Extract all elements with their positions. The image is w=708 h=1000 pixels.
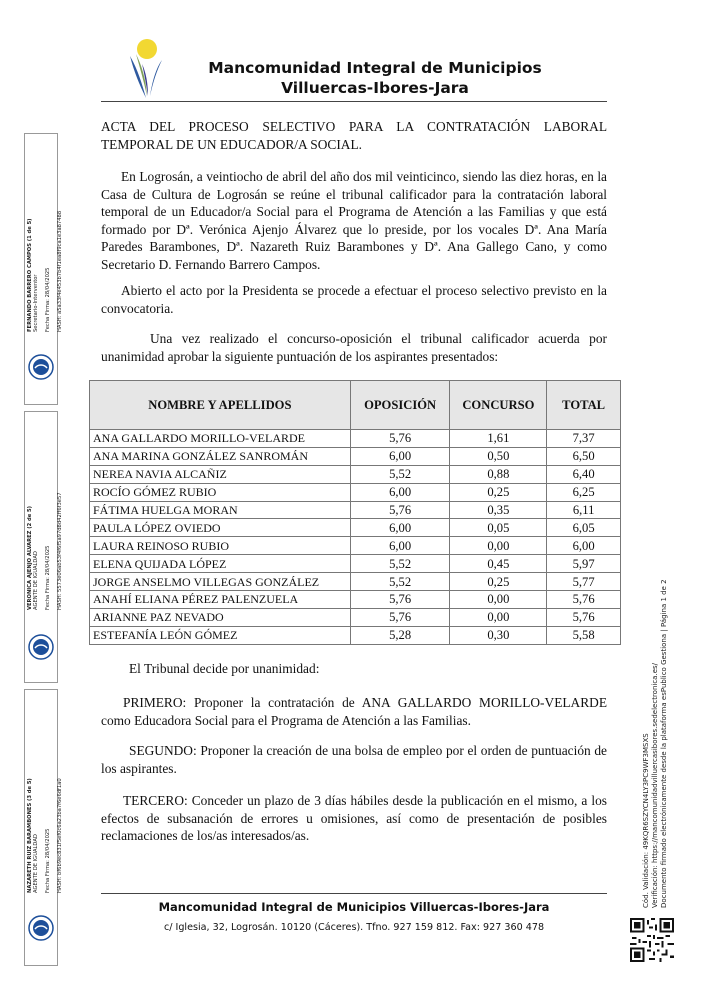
score-oposicion: 5,28 [350,626,450,644]
verification-url: Verificación: https://mancomunidadvilluercasibores.sedelectronica.es/ [651,662,659,908]
footer-divider [101,893,607,894]
score-total: 5,77 [547,573,621,591]
table-row [90,519,621,537]
candidate-name: NEREA NAVIA ALCAÑIZ [90,465,351,483]
header-oposicion: OPOSICIÓN [350,381,450,430]
signature-box-1 [24,133,63,405]
score-oposicion: 5,76 [350,501,450,519]
score-total: 6,40 [547,465,621,483]
decision-primero: PRIMERO: Proponer la contratación de ANA GALLARDO MORILLO-VELARDE como Educadora Social para el Programa de Atención a las Familias. [101,695,607,728]
score-oposicion: 5,76 [350,430,450,448]
score-oposicion: 5,52 [350,465,450,483]
score-total: 7,37 [547,430,621,448]
signature-text-2 [27,410,63,610]
candidate-name: ELENA QUIJADA LÓPEZ [90,555,351,573]
signature-seal-icon [28,915,54,941]
table-row [90,555,621,573]
candidate-name: ESTEFANÍA LEÓN GÓMEZ [90,626,351,644]
candidate-name: ANA MARINA GONZÁLEZ SANROMÁN [90,447,351,465]
score-oposicion: 5,52 [350,555,450,573]
signature-role: AGENTE DE IGUALDAD [33,551,39,610]
decision-segundo: SEGUNDO: Proponer la creación de una bolsa de empleo por el orden de puntuación de los aspirantes. [101,743,607,776]
candidate-name: ANAHÍ ELIANA PÉREZ PALENZUELA [90,591,351,609]
header-concurso: CONCURSO [450,381,547,430]
signature-text-3 [27,693,63,893]
signature-box-3 [24,689,63,966]
score-concurso: 0,00 [450,608,547,626]
score-oposicion: 6,00 [350,447,450,465]
score-concurso: 0,35 [450,501,547,519]
candidate-name: ROCÍO GÓMEZ RUBIO [90,483,351,501]
paragraph-scores-intro: Una vez realizado el concurso-oposición el tribunal calificador acuerda por unanimidad aprobar la siguiente puntuación de los aspirantes presentados: [101,331,607,364]
score-total: 5,97 [547,555,621,573]
signature-name: FERNANDO BARRERO CAMPOS (1 de 5) [27,218,33,332]
organization-title-line2: Villuercas-Ibores-Jara [281,79,469,97]
footer-address: c/ Iglesia, 32, Logrosán. 10120 (Cáceres). Tfno. 927 159 812. Fax: 927 360 478 [163,922,545,933]
score-concurso: 0,00 [450,537,547,555]
table-row [90,447,621,465]
score-concurso: 0,25 [450,483,547,501]
decision-tercero: TERCERO: Conceder un plazo de 3 días hábiles desde la publicación en el mismo, a los efectos de subsanación de errores u omisiones, así como de presentación de posibles reclamaciones de los/as interesados/as. [101,793,607,844]
table-row [90,483,621,501]
header-name: NOMBRE Y APELLIDOS [90,381,351,430]
candidate-name: LAURA REINOSO RUBIO [90,537,351,555]
score-concurso: 0,50 [450,447,547,465]
signature-role: AGENTE DE IGUALDAD [33,834,39,893]
signature-hash: HASH: bf6b9ec831f5ef0c6a23ba7f6e6df1a0 [57,778,63,893]
candidate-name: ARIANNE PAZ NEVADO [90,608,351,626]
score-concurso: 0,88 [450,465,547,483]
score-oposicion: 5,52 [350,573,450,591]
verification-note: Documento firmado electrónicamente desde la plataforma esPublico Gestiona | Página 1 de 2 [660,579,668,908]
header-total: TOTAL [547,381,621,430]
score-concurso: 0,30 [450,626,547,644]
score-oposicion: 6,00 [350,519,450,537]
signature-date: Fecha Firma: 28/04/2025 [45,267,51,332]
mancomunidad-logo [124,38,164,100]
score-oposicion: 6,00 [350,537,450,555]
signature-hash: HASH: a5a33f4e453b7b4f1ea8f9ca1e3a87488 [57,210,63,332]
candidate-name: PAULA LÓPEZ OVIEDO [90,519,351,537]
signature-date: Fecha Firma: 28/04/2025 [45,545,51,610]
signature-name: VERONICA AJENJO ALVAREZ (2 de 5) [27,505,33,610]
table-row [90,430,621,448]
signature-text-1 [27,132,63,332]
score-oposicion: 5,76 [350,608,450,626]
organization-title [175,58,575,98]
score-total: 6,11 [547,501,621,519]
score-concurso: 0,00 [450,591,547,609]
scores-table [89,380,621,645]
score-total: 5,76 [547,591,621,609]
score-concurso: 0,25 [450,573,547,591]
table-row [90,608,621,626]
organization-title-line1: Mancomunidad Integral de Municipios [208,59,542,77]
score-oposicion: 6,00 [350,483,450,501]
qr-code-icon [630,918,674,962]
paragraph-meeting: En Logrosán, a veintiocho de abril del año dos mil veinticinco, siendo las diez horas, en la Casa de Cultura de Logrosán se reúne el tribunal calificador para la contratación laboral temporal de un Educador/a Social para el Programa de Atención a las Familias y que está formado por Dª. Verónica Ajenjo Álvarez que lo preside, por los vocales Dª. Ana María Paredes Barambones, Dª. Nazareth Ruiz Barambones y Dª. Ana Gallego Cano, y como Secretario D. Fernando Barrero Campos. [101,169,607,272]
signature-box-2 [24,411,63,683]
table-row [90,465,621,483]
score-total: 6,50 [547,447,621,465]
table-header-row [90,381,621,430]
score-concurso: 0,45 [450,555,547,573]
candidate-name: FÁTIMA HUELGA MORAN [90,501,351,519]
table-row [90,591,621,609]
score-total: 5,76 [547,608,621,626]
signature-role: Secretario-Interventor [33,274,39,332]
paragraph-opening: Abierto el acto por la Presidenta se procede a efectuar el proceso selectivo previsto en la convocatoria. [101,283,607,316]
signature-name: NAZARETH RUIZ BARAMBONES (3 de 5) [27,778,33,893]
verification-text [642,579,669,908]
signature-seal-icon [28,634,54,660]
candidate-name: ANA GALLARDO MORILLO-VELARDE [90,430,351,448]
table-row [90,501,621,519]
table-row [90,573,621,591]
score-oposicion: 5,76 [350,591,450,609]
table-row [90,537,621,555]
score-total: 6,00 [547,537,621,555]
footer-organization: Mancomunidad Integral de Municipios Villuercas-Ibores-Jara [158,900,550,914]
signature-date: Fecha Firma: 28/04/2025 [45,828,51,893]
score-concurso: 1,61 [450,430,547,448]
document-title: ACTA DEL PROCESO SELECTIVO PARA LA CONTRATACIÓN LABORAL TEMPORAL DE UN EDUCADOR/A SOCIAL. [101,119,607,152]
signature-seal-icon [28,354,54,380]
signature-hash: HASH: 5573e06ab53f4f6f5a97d8d42ff6f3e57 [57,492,63,610]
score-total: 6,25 [547,483,621,501]
header-divider [101,101,607,102]
candidate-name: JORGE ANSELMO VILLEGAS GONZÁLEZ [90,573,351,591]
decision-intro: El Tribunal decide por unanimidad: [129,661,320,676]
score-total: 6,05 [547,519,621,537]
table-row [90,626,621,644]
score-total: 5,58 [547,626,621,644]
verification-code: Cód. Validación: 49KQR6SZYCN4LY3PC9WF3MSXS [642,733,650,908]
score-concurso: 0,05 [450,519,547,537]
